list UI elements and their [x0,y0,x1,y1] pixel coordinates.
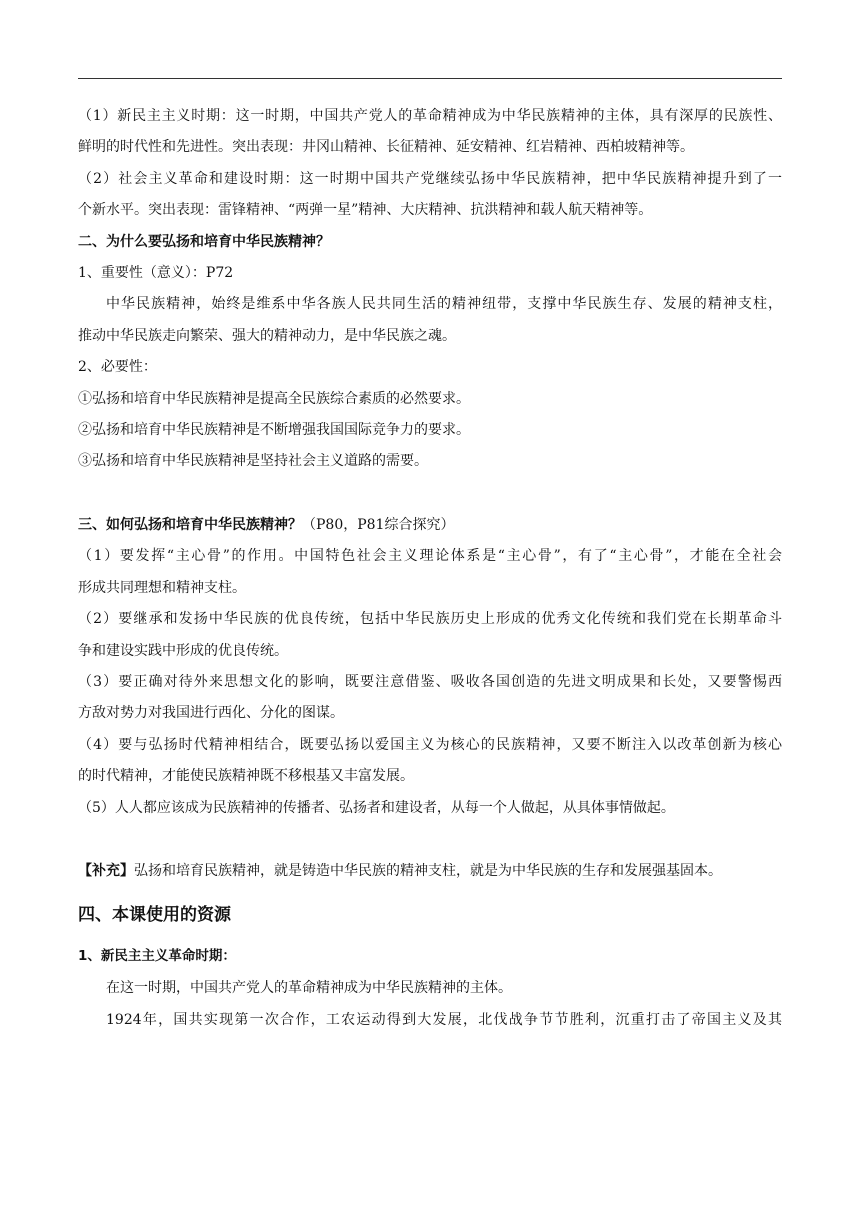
paragraph-line: （2）要继承和发扬中华民族的优良传统，包括中华民族历史上形成的优秀文化传统和我们党在长期革命斗 [78,611,782,628]
importance-label: 1、重要性（意义）：P72 [78,265,234,282]
list-item: ①弘扬和培育中华民族精神是提高全民族综合素质的必然要求。 [78,390,470,407]
paragraph-line: 方敌对势力对我国进行西化、分化的图谋。 [78,705,344,722]
heading3-bold: 三、如何弘扬和培育中华民族精神？ [78,516,302,533]
sub-heading: 1、新民主主义革命时期： [78,948,236,965]
paragraph-line: （3）要正确对待外来思想文化的影响，既要注意借鉴、吸收各国创造的先进文明成果和长处，又要警惕西 [78,673,782,690]
paragraph-line: 1924年，国共实现第一次合作，工农运动得到大发展，北伐战争节节胜利，沉重打击了帝国主义及其 [106,1011,782,1028]
paragraph-line: 鲜明的时代性和先进性。突出表现：井冈山精神、长征精神、延安精神、红岩精神、西柏坡精神等。 [78,139,694,156]
spacer [78,824,782,856]
necessity-label: 2、必要性： [78,359,157,376]
paragraph-line: 推动中华民族走向繁荣、强大的精神动力，是中华民族之魂。 [78,327,456,344]
paragraph-line: （4）要与弘扬时代精神相结合，既要弘扬以爱国主义为核心的民族精神，又要不断注入以改革创新为核心 [78,736,782,753]
paragraph-line: 形成共同理想和精神支柱。 [78,579,246,596]
section-heading-4: 四、本课使用的资源 [78,905,231,926]
document-body [78,101,782,1036]
paragraph-line: （2）社会主义革命和建设时期：这一时期中国共产党继续弘扬中华民族精神，把中华民族精神提升到了一 [78,170,782,187]
paragraph-line: 争和建设实践中形成的优良传统。 [78,642,288,659]
section-heading-2: 二、为什么要弘扬和培育中华民族精神？ [78,233,330,250]
list-item: ③弘扬和培育中华民族精神是坚持社会主义道路的需要。 [78,453,428,470]
header-rule [78,78,782,79]
paragraph-line: 在这一时期，中国共产党人的革命精神成为中华民族精神的主体。 [106,980,512,997]
heading3-reference: （P80，P81综合探究） [302,516,455,533]
paragraph-line: （1）要发挥“主心骨”的作用。中国特色社会主义理论体系是“主心骨”，有了“主心骨”，才能在全社会 [78,548,782,565]
supplement-note [78,856,782,887]
paragraph-line: 个新水平。突出表现：雷锋精神、“两弹一星”精神、大庆精神、抗洪精神和载人航天精神等。 [78,202,653,219]
list-item: ②弘扬和培育中华民族精神是不断增强我国国际竞争力的要求。 [78,422,470,439]
paragraph-line: 的时代精神，才能使民族精神既不移根基又丰富发展。 [78,768,414,785]
section-heading-3 [78,510,782,541]
paragraph-line: 中华民族精神，始终是维系中华各族人民共同生活的精神纽带，支撑中华民族生存、发展的精神支柱， [106,296,782,313]
paragraph-line: （5）人人都应该成为民族精神的传播者、弘扬者和建设者，从每一个人做起，从具体事情做起。 [78,799,675,816]
spacer [78,478,782,510]
supplement-text: 弘扬和培育民族精神，就是铸造中华民族的精神支柱，就是为中华民族的生存和发展强基固本。 [134,862,722,879]
supplement-label: 【补充】 [78,862,134,879]
paragraph-line: （1）新民主主义时期：这一时期，中国共产党人的革命精神成为中华民族精神的主体，具有深厚的民族性、 [78,108,782,124]
